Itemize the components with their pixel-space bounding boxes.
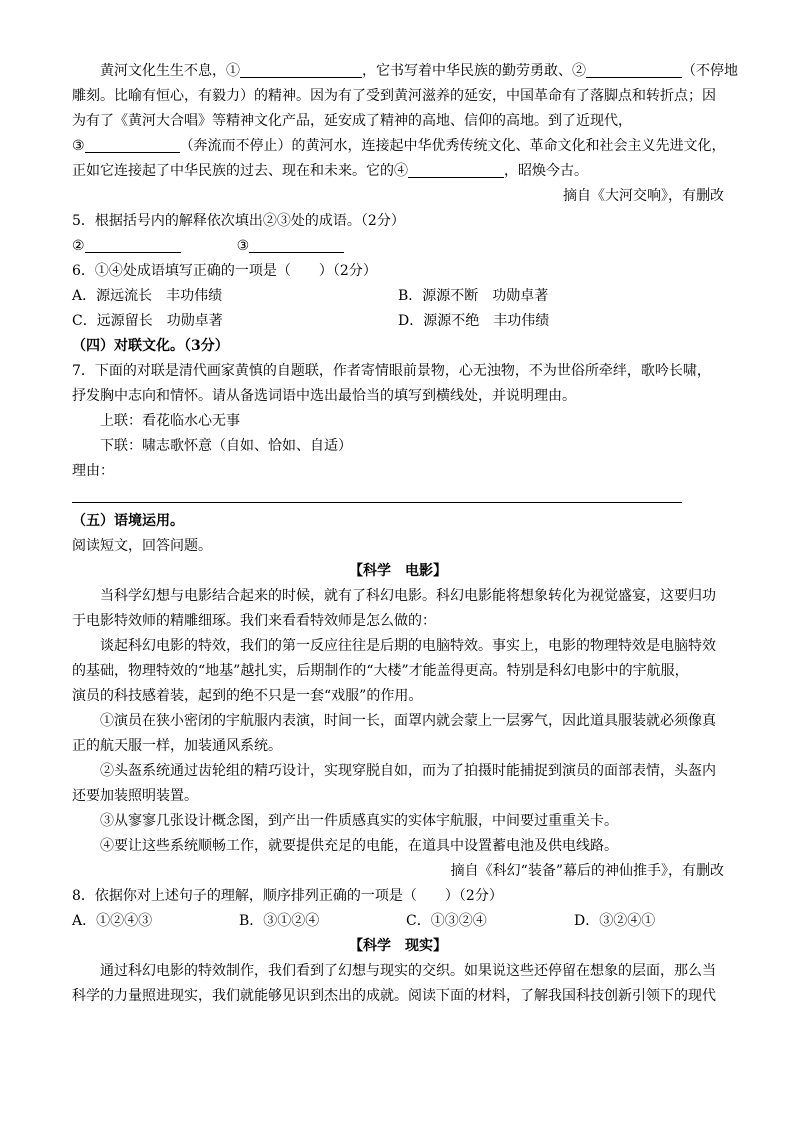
section-title: （四）对联文化。（3分） bbox=[72, 338, 229, 354]
answer-line[interactable] bbox=[72, 484, 724, 507]
blank-3[interactable] bbox=[85, 137, 180, 153]
blank-4[interactable] bbox=[408, 162, 504, 178]
option-a[interactable]: A．①②④③ bbox=[72, 913, 153, 929]
article-line: 谈起科幻电影的特效，我们的第一反应往往是后期的电脑特效。事实上，电影的物理特效是电脑特效 bbox=[100, 638, 716, 654]
passage-line: 正如它连接起了中华民族的过去、现在和未来。它的④ ，昭焕今古。 bbox=[72, 163, 588, 179]
article-heading: 【科学 现实】 bbox=[349, 938, 447, 954]
article-line: 还要加装照明装置。 bbox=[72, 788, 198, 804]
passage-line: 为有了《黄河大合唱》等精神文化产品，延安成了精神的高地、信仰的高地。到了近现代， bbox=[72, 113, 632, 129]
instruction: 阅读短文，回答问题。 bbox=[72, 538, 212, 554]
document-page bbox=[72, 59, 738, 1009]
option-d[interactable]: D．源源不绝 丰功伟绩 bbox=[398, 313, 550, 329]
article-line: 于电影特效师的精雕细琢。我们来看看特效师是怎么做的： bbox=[72, 613, 436, 629]
section-title: （五）语境运用。 bbox=[72, 513, 184, 529]
options-row bbox=[72, 909, 724, 934]
question-5: 5．根据括号内的解释依次填出②③处的成语。（2分） bbox=[72, 213, 405, 229]
article-line: 正的航天服一样，加装通风系统。 bbox=[72, 738, 282, 754]
question-7: 抒发胸中志向和情怀。请从备选词语中选出最恰当的填写到横线处，并说明理由。 bbox=[72, 388, 576, 404]
option-c[interactable]: C．远源留长 功勋卓著 bbox=[72, 313, 223, 329]
article-line: 当科学幻想与电影结合起来的时候，就有了科幻电影。科幻电影能将想象转化为视觉盛宴，这要归功 bbox=[100, 588, 716, 604]
options-row bbox=[72, 309, 724, 334]
blank-1[interactable] bbox=[240, 62, 362, 78]
options-row bbox=[72, 284, 724, 309]
passage-line: ③ （奔流而不停止）的黄河水，连接起中华优秀传统文化、革命文化和社会主义先进文化， bbox=[72, 138, 726, 154]
option-d[interactable]: D．③②④① bbox=[574, 913, 656, 929]
article-line: 科学的力量照进现实，我们就能够见识到杰出的成就。阅读下面的材料，了解我国科技创新引领下的现代 bbox=[72, 988, 716, 1004]
article-line: ③从寥寥几张设计概念图，到产出一件质感真实的实体宇航服，中间要过重重关卡。 bbox=[100, 813, 618, 829]
blank-2[interactable] bbox=[586, 62, 682, 78]
reason-label: 理由： bbox=[72, 463, 114, 479]
article-line: 通过科幻电影的特效制作，我们看到了幻想与现实的交织。如果说这些还停留在想象的层面，那么当 bbox=[100, 963, 716, 979]
upper-couplet: 上联：看花临水心无事 bbox=[100, 413, 240, 429]
answer-blank-3[interactable] bbox=[249, 237, 344, 253]
article-line: ④要让这些系统顺畅工作，就要提供充足的电能，在道具中设置蓄电池及供电线路。 bbox=[100, 838, 618, 854]
option-b[interactable]: B．③①②④ bbox=[239, 913, 320, 929]
article-heading: 【科学 电影】 bbox=[349, 563, 447, 579]
passage-line: 黄河文化生生不息，① ，它书写着中华民族的勤劳勇敢、② （不停地 bbox=[100, 63, 738, 79]
question-5-answers: ② ③ bbox=[72, 234, 724, 259]
article-line: ①演员在狭小密闭的宇航服内表演，时间一长，面罩内就会蒙上一层雾气，因此道具服装就必须像真 bbox=[100, 713, 716, 729]
article-line: ②头盔系统通过齿轮组的精巧设计，实现穿脱自如，而为了拍摄时能捕捉到演员的面部表情，头盔内 bbox=[100, 763, 716, 779]
question-7: 7．下面的对联是清代画家黄慎的自题联，作者寄情眼前景物，心无浊物，不为世俗所牵绊，歌吟长啸， bbox=[72, 363, 711, 379]
source-note: 摘自《大河交响》，有删改 bbox=[563, 188, 724, 204]
option-a[interactable]: A．源远流长 丰功伟绩 bbox=[72, 288, 223, 304]
answer-blank-2[interactable] bbox=[85, 237, 181, 253]
article-line: 演员的科技感着装，起到的绝不只是一套“戏服”的作用。 bbox=[72, 688, 423, 704]
option-c[interactable]: C．①③②④ bbox=[406, 913, 487, 929]
source-note: 摘自《科幻“装备”幕后的神仙推手》，有删改 bbox=[450, 863, 724, 879]
article-line: 的基础，物理特效的“地基”越扎实，后期制作的“大楼”才能盖得更高。特别是科幻电影中的宇航服， bbox=[72, 663, 689, 679]
question-6: 6．①④处成语填写正确的一项是（ ）（2分） bbox=[72, 263, 377, 279]
question-8: 8．依据你对上述句子的理解，顺序排列正确的一项是（ ）（2分） bbox=[72, 888, 503, 904]
option-b[interactable]: B．源源不断 功勋卓著 bbox=[398, 288, 549, 304]
passage-line: 雕刻。比喻有恒心，有毅力）的精神。因为有了受到黄河滋养的延安，中国革命有了落脚点和转折点；因 bbox=[72, 88, 716, 104]
lower-couplet: 下联：啸志歌怀意（自如、恰如、自适） bbox=[100, 438, 352, 454]
